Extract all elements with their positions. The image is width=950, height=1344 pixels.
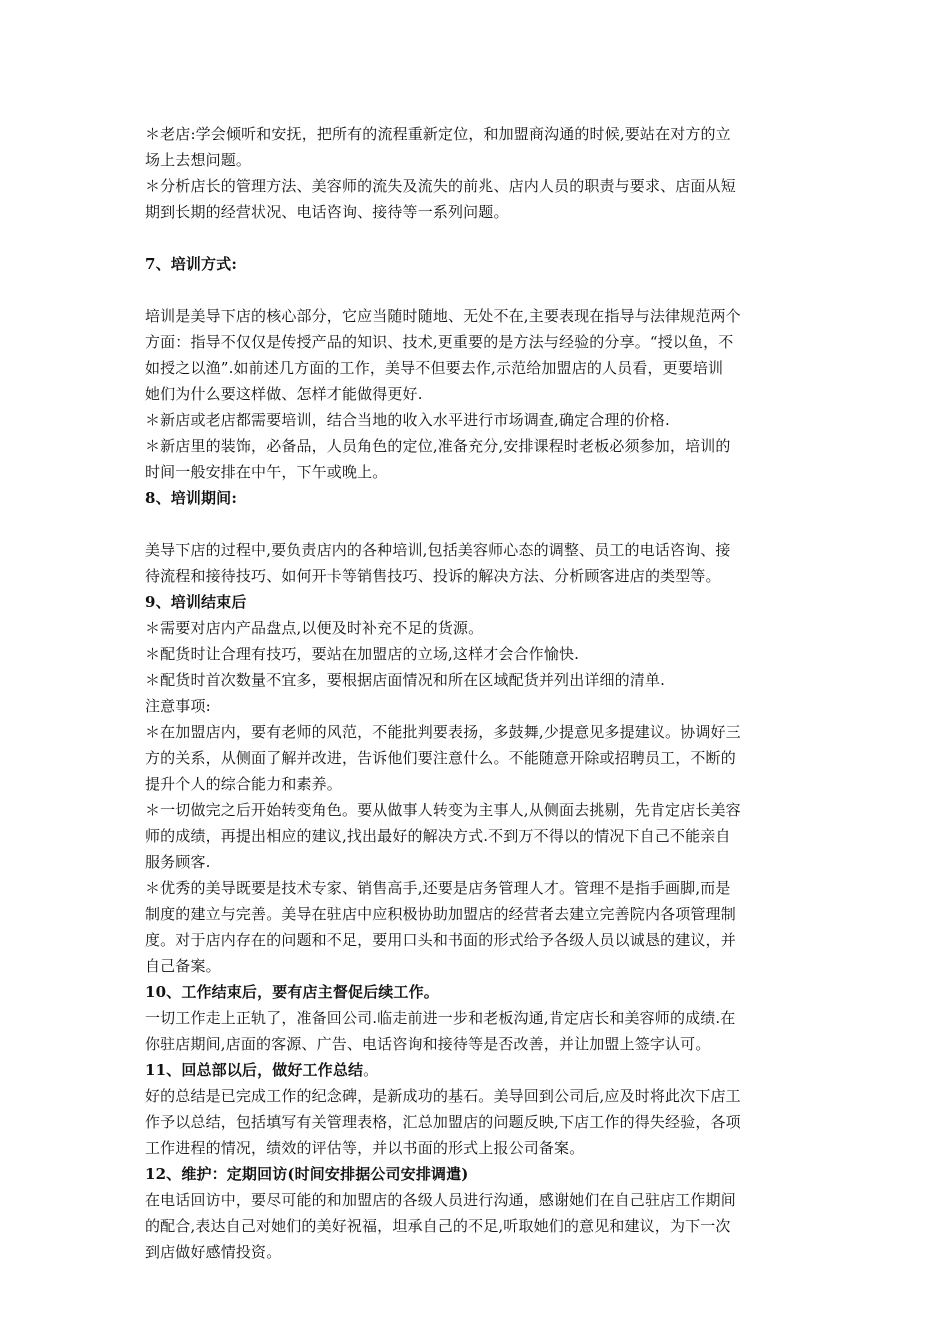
section-11-heading-bold: 11、回总部以后，做好工作总结 (145, 1061, 364, 1079)
section-11-para-line-3: 工作进程的情况，绩效的评估等，并以书面的形式上报公司备案。 (145, 1139, 585, 1157)
section-7-para-line-2: 方面：指导不仅仅是传授产品的知识、技术,更重要的是方法与经验的分享。“授以鱼，不 (145, 333, 734, 351)
section-10-para-line-2: 你驻店期间,店面的客源、广告、电话咨询和接待等是否改善，并让加盟上签字认可。 (145, 1035, 711, 1053)
note-1-line-3: 提升个人的综合能力和素养。 (145, 775, 342, 793)
section-7-bullet-2-line-2: 时间一般安排在中午，下午或晚上。 (145, 463, 388, 481)
note-3-line-1: ＊优秀的美导既要是技术专家、销售高手,还要是店务管理人才。管理不是指手画脚,而是 (145, 879, 731, 897)
section-10-para-line-1: 一切工作走上正轨了，准备回公司.临走前进一步和老板沟通,肯定店长和美容师的成绩.在 (145, 1009, 736, 1027)
section-7-para-line-1: 培训是美导下店的核心部分，它应当随时随地、无处不在,主要表现在指导与法律规范两个 (145, 307, 741, 325)
spacer (145, 277, 810, 303)
bullet-analysis-line-2: 期到长期的经营状况、电话咨询、接待等一系列问题。 (145, 203, 509, 221)
bullet-old-store-line-2: 场上去想问题。 (145, 151, 252, 169)
section-11-para-line-2: 作予以总结，包括填写有关管理表格，汇总加盟店的问题反映,下店工作的得失经验，各项 (145, 1113, 741, 1131)
note-2-line-3: 服务顾客. (145, 853, 211, 871)
section-10-heading: 10、工作结束后，要有店主督促后续工作。 (145, 983, 439, 1001)
section-11-para-line-1: 好的总结是已完成工作的纪念碑，是新成功的基石。美导回到公司后,应及时将此次下店工 (145, 1087, 741, 1105)
note-1-line-1: ＊在加盟店内，要有老师的风范，不能批判要表扬，多鼓舞,少提意见多提建议。协调好三 (145, 723, 741, 741)
section-9-bullet-3: ＊配货时首次数量不宜多，要根据店面情况和所在区域配货并列出详细的清单. (145, 671, 666, 689)
note-1-line-2: 方的关系，从侧面了解并改进，告诉他们要注意什么。不能随意开除或招聘员工，不断的 (145, 749, 736, 767)
section-9-bullet-1: ＊需要对店内产品盘点,以便及时补充不足的货源。 (145, 619, 484, 637)
section-7-para-line-3: 如授之以渔”.如前述几方面的工作，美导不但要去作,示范给加盟店的人员看，更要培训 (145, 359, 724, 377)
section-11-heading (145, 1057, 810, 1083)
section-12-para-line-1: 在电话回访中，要尽可能的和加盟店的各级人员进行沟通，感谢她们在自己驻店工作期间 (145, 1191, 736, 1209)
section-7-heading: 7、培训方式: (145, 255, 238, 273)
section-7-para-line-4: 她们为什么要这样做、怎样才能做得更好. (145, 385, 423, 403)
section-8-para-line-1: 美导下店的过程中,要负责店内的各种培训,包括美容师心态的调整、员工的电话咨询、接 (145, 541, 731, 559)
spacer (145, 511, 810, 537)
section-7-bullet-1: ＊新店或老店都需要培训，结合当地的收入水平进行市场调查,确定合理的价格. (145, 411, 670, 429)
section-8-para-line-2: 待流程和接待技巧、如何开卡等销售技巧、投诉的解决方法、分析顾客进店的类型等。 (145, 567, 721, 585)
section-12-para-line-3: 到店做好感情投资。 (145, 1243, 282, 1261)
bullet-old-store-line-1: ＊老店:学会倾听和安抚，把所有的流程重新定位，和加盟商沟通的时候,要站在对方的立 (145, 125, 731, 143)
note-3-line-2: 制度的建立与完善。美导在驻店中应积极协助加盟店的经营者去建立完善院内各项管理制 (145, 905, 736, 923)
bullet-analysis-line-1: ＊分析店长的管理方法、美容师的流失及流失的前兆、店内人员的职责与要求、店面从短 (145, 177, 736, 195)
section-9-heading: 9、培训结束后 (145, 593, 247, 611)
notes-label: 注意事项: (145, 697, 211, 715)
note-2-line-1: ＊一切做完之后开始转变角色。要从做事人转变为主事人,从侧面去挑剔，先肯定店长美容 (145, 801, 741, 819)
note-2-line-2: 师的成绩，再提出相应的建议,找出最好的解决方式.不到万不得以的情况下自己不能亲自 (145, 827, 731, 845)
section-7-bullet-2-line-1: ＊新店里的装饰，必备品，人员角色的定位,准备充分,安排课程时老板必须参加，培训的 (145, 437, 731, 455)
section-11-heading-tail: 。 (363, 1061, 379, 1079)
section-9-bullet-2: ＊配货时让合理有技巧，要站在加盟店的立场,这样才会合作愉快. (145, 645, 580, 663)
document-page (145, 121, 810, 1265)
section-12-para-line-2: 的配合,表达自己对她们的美好祝福，坦承自己的不足,听取她们的意见和建议，为下一次 (145, 1217, 731, 1235)
section-8-heading: 8、培训期间: (145, 489, 238, 507)
spacer (145, 225, 810, 251)
note-3-line-4: 自己备案。 (145, 957, 221, 975)
note-3-line-3: 度。对于店内存在的问题和不足，要用口头和书面的形式给予各级人员以诚恳的建议，并 (145, 931, 736, 949)
section-12-heading: 12、维护：定期回访(时间安排据公司安排调遣) (145, 1165, 469, 1183)
